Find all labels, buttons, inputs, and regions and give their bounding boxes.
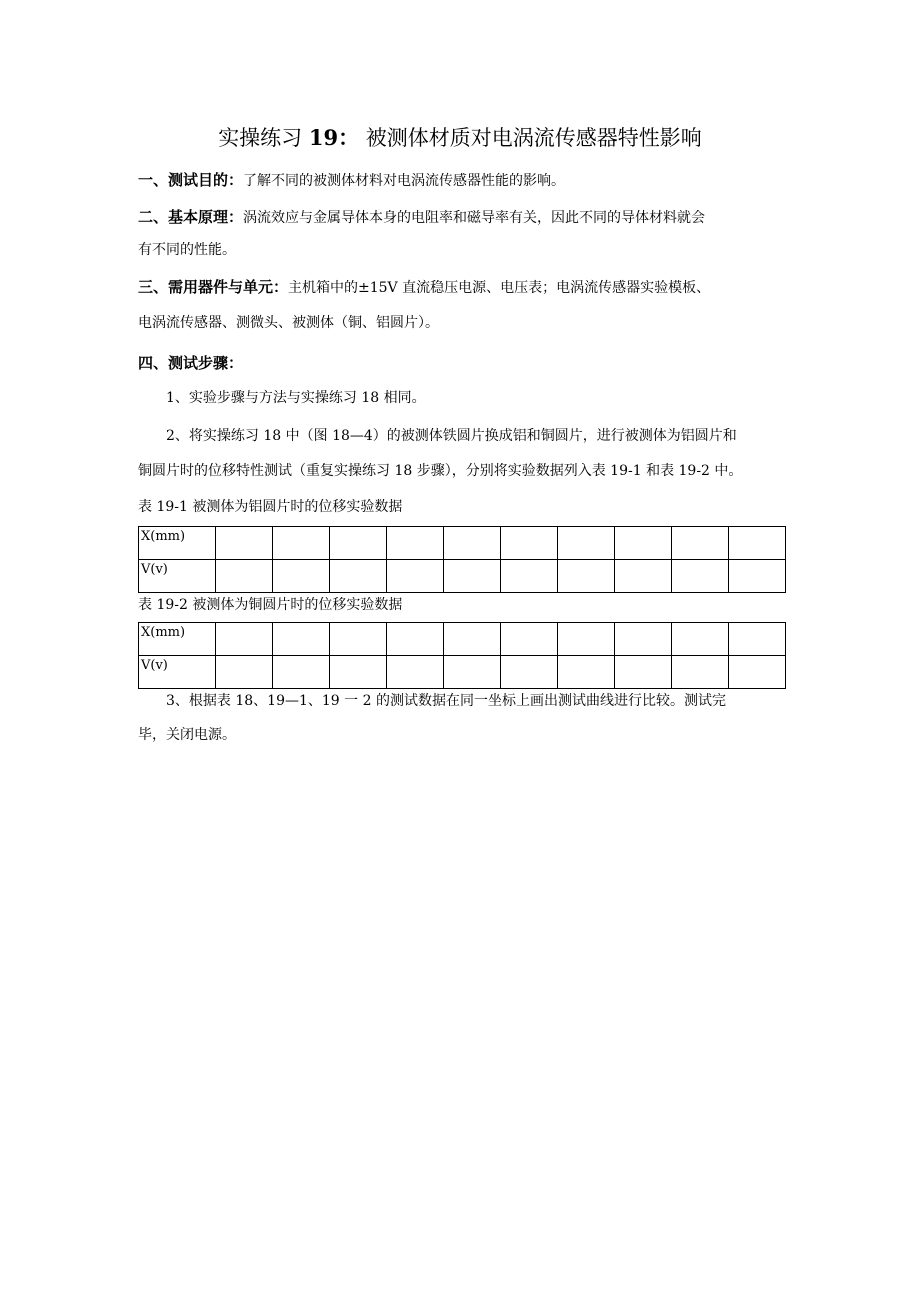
table-cell	[615, 527, 672, 560]
table-cell	[330, 560, 387, 593]
section-purpose-heading: 一、测试目的：	[138, 171, 244, 189]
section-steps	[138, 353, 788, 374]
step-2-continued	[138, 461, 788, 481]
table-cell	[615, 560, 672, 593]
step-3-text-line2: 毕，关闭电源。	[138, 727, 236, 743]
table-cell	[330, 623, 387, 656]
table-cell	[387, 560, 444, 593]
section-steps-heading: 四、测试步骤：	[138, 354, 244, 372]
table-cell	[501, 656, 558, 689]
title-rest: 被测体材质对电涡流传感器特性影响	[365, 126, 702, 150]
section-purpose	[138, 170, 788, 191]
step-2-text-line2: 铜圆片时的位移特性测试（重复实操练习 18 步骤），分别将实验数据列入表 19-1 和表 19-2 中。	[138, 463, 743, 479]
table2-caption	[138, 595, 788, 615]
section-principle	[138, 207, 788, 228]
table-cell	[273, 656, 330, 689]
table-cell	[615, 656, 672, 689]
section-purpose-text: 了解不同的被测体材料对电涡流传感器性能的影响。	[243, 173, 566, 189]
section-equipment-text-line1: 主机箱中的±15V 直流稳压电源、电压表；电涡流传感器实验模板、	[288, 280, 711, 296]
table-cell	[729, 623, 786, 656]
table-cell	[729, 527, 786, 560]
table-cell	[387, 656, 444, 689]
table-cell	[273, 560, 330, 593]
table-cell	[501, 527, 558, 560]
table-cell	[216, 527, 273, 560]
table-cell	[444, 656, 501, 689]
table-cell	[444, 527, 501, 560]
table-cell	[444, 560, 501, 593]
table-cell	[558, 527, 615, 560]
step-2-text-line1: 2、将实操练习 18 中（图 18—4）的被测体铁圆片换成铝和铜圆片，进行被测体为铝圆片和	[166, 428, 737, 444]
section-equipment	[138, 277, 788, 298]
table-cell	[330, 656, 387, 689]
table-cell	[558, 623, 615, 656]
table-cell	[672, 560, 729, 593]
table-row	[139, 527, 786, 560]
table2-caption-text: 表 19-2 被测体为铜圆片时的位移实验数据	[138, 597, 403, 613]
table-cell	[558, 560, 615, 593]
row-label-x: X(mm)	[139, 623, 216, 656]
step-2	[166, 426, 816, 446]
section-principle-continued	[138, 240, 788, 260]
row-label-v: V(v)	[139, 560, 216, 593]
step-1	[166, 388, 816, 408]
section-principle-text-line1: 涡流效应与金属导体本身的电阻率和磁导率有关，因此不同的导体材料就会	[243, 210, 706, 226]
table-cell	[387, 623, 444, 656]
section-principle-text-line2: 有不同的性能。	[138, 242, 236, 258]
table1-caption	[138, 497, 788, 517]
table-cell	[216, 623, 273, 656]
table-row	[139, 656, 786, 689]
section-equipment-continued	[138, 313, 788, 333]
table-cell	[387, 527, 444, 560]
table-cell	[273, 623, 330, 656]
table-cell	[330, 527, 387, 560]
step-3-text-line1: 3、根据表 18、19—1、19 一 2 的测试数据在同一坐标上画出测试曲线进行比较。测试完	[166, 693, 726, 709]
section-principle-heading: 二、基本原理：	[138, 208, 244, 226]
step-3	[166, 691, 816, 711]
data-table-copper	[138, 622, 786, 689]
table-cell	[672, 656, 729, 689]
step-3-continued	[138, 725, 788, 745]
table-cell	[558, 656, 615, 689]
table-cell	[501, 560, 558, 593]
data-table-aluminum	[138, 526, 786, 593]
step-1-text: 1、实验步骤与方法与实操练习 18 相同。	[166, 390, 426, 406]
table-cell	[273, 527, 330, 560]
table-cell	[729, 560, 786, 593]
table-cell	[672, 623, 729, 656]
document-title	[0, 124, 920, 152]
row-label-x: X(mm)	[139, 527, 216, 560]
title-number: 19：	[308, 125, 360, 150]
table-cell	[216, 560, 273, 593]
table-cell	[444, 623, 501, 656]
row-label-v: V(v)	[139, 656, 216, 689]
table-cell	[501, 623, 558, 656]
title-prefix: 实操练习	[218, 126, 303, 150]
table-cell	[672, 527, 729, 560]
table1-caption-text: 表 19-1 被测体为铝圆片时的位移实验数据	[138, 499, 403, 515]
table-cell	[216, 656, 273, 689]
table-cell	[615, 623, 672, 656]
table-row	[139, 560, 786, 593]
table-row	[139, 623, 786, 656]
section-equipment-heading: 三、需用器件与单元：	[138, 278, 289, 296]
table-cell	[729, 656, 786, 689]
section-equipment-text-line2: 电涡流传感器、测微头、被测体（铜、铝圆片）。	[138, 315, 439, 331]
